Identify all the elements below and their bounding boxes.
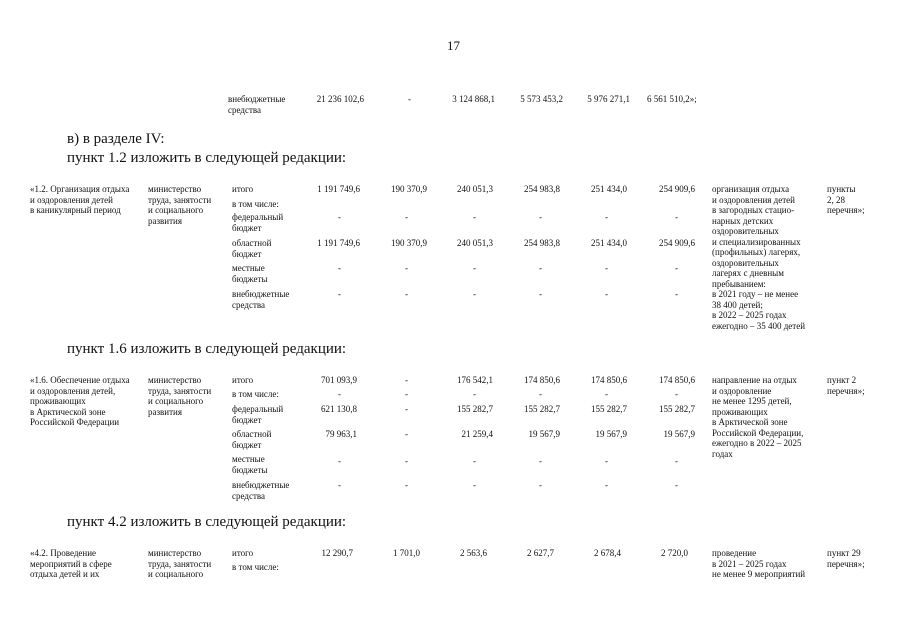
top-row-value: - xyxy=(408,94,411,104)
item-1-6-federal-value: 155 282,7 xyxy=(659,404,695,414)
section-heading: в) в разделе IV: xyxy=(67,131,165,147)
item-1-2-ministry: министерство труда, занятости и социального развития xyxy=(148,184,212,226)
item-1-6-oblast-value: 21 259,4 xyxy=(461,429,493,439)
page-number: 17 xyxy=(447,38,460,53)
item-1-2-federal-value: - xyxy=(675,212,678,222)
item-1-6-vnebudzh-value: - xyxy=(605,480,608,490)
item-1-2-federal-value: - xyxy=(405,212,408,222)
item-1-6-oblast-value: 19 567,9 xyxy=(595,429,627,439)
top-row-label: внебюджетные средства xyxy=(228,94,286,115)
item-1-6-vnebudzh-value: - xyxy=(473,480,476,490)
item-1-6-oblast-value: 79 963,1 xyxy=(325,429,357,439)
row-label-itogo: итого xyxy=(232,548,254,558)
item-1-6-mestnye-value: - xyxy=(539,456,542,466)
item-1-2-federal-value: - xyxy=(473,212,476,222)
paragraph-heading-4-2: пункт 4.2 изложить в следующей редакции: xyxy=(67,514,347,530)
item-1-6-vnebudzh-value: - xyxy=(338,480,341,490)
item-1-6-federal-value: 621 130,8 xyxy=(321,404,357,414)
item-1-2-itogo-value: 251 434,0 xyxy=(591,184,627,194)
item-1-6-federal-value: 155 282,7 xyxy=(524,404,560,414)
item-4-2-itogo-value: 1 701,0 xyxy=(393,548,420,558)
row-label-itogo: итого xyxy=(232,184,254,194)
item-1-6-subtotal-value: - xyxy=(675,389,678,399)
paragraph-heading-1-2: пункт 1.2 изложить в следующей редакции: xyxy=(67,150,347,166)
item-1-6-subtotal-value: - xyxy=(473,389,476,399)
item-1-6-oblast-value: 19 567,9 xyxy=(663,429,695,439)
item-1-6-mestnye-value: - xyxy=(605,456,608,466)
item-1-6-itogo-value: 701 093,9 xyxy=(321,375,357,385)
item-1-6-reference: пункт 2 перечня»; xyxy=(827,375,865,396)
item-1-2-vnebudzh-value: - xyxy=(675,289,678,299)
item-1-2-mestnye-value: - xyxy=(539,263,542,273)
item-1-6-itogo-value: - xyxy=(405,375,408,385)
item-1-2-itogo-value: 190 370,9 xyxy=(391,184,427,194)
item-1-6-subtotal-value: - xyxy=(605,389,608,399)
item-1-6-title: «1.6. Обеспечение отдыха и оздоровления детей, проживающих в Арктической зоне Российской Федерации xyxy=(30,375,130,427)
item-4-2-itogo-value: 2 720,0 xyxy=(661,548,688,558)
item-1-2-result: организация отдыха и оздоровления детей в загородных стацио- нарных детских оздоровительных и специализированных (профильных) лагерях, оздоровительных лагерях с дневным пребыванием: в 2021 году – не менее 38 400 детей; в 2022 – 2025 годах ежегодно – 35 400 детей xyxy=(712,184,806,331)
top-row-value: 6 561 510,2»; xyxy=(647,94,697,104)
item-1-2-itogo-value: 240 051,3 xyxy=(457,184,493,194)
item-4-2-reference: пункт 29 перечня»; xyxy=(827,548,865,569)
item-1-6-itogo-value: 174 850,6 xyxy=(524,375,560,385)
item-1-6-federal-value: - xyxy=(405,404,408,414)
item-1-2-oblast-value: 240 051,3 xyxy=(457,238,493,248)
row-label-oblast: областной бюджет xyxy=(232,429,272,450)
item-1-6-ministry: министерство труда, занятости и социального развития xyxy=(148,375,212,417)
paragraph-heading-1-6: пункт 1.6 изложить в следующей редакции: xyxy=(67,341,347,357)
item-1-2-oblast-value: 254 983,8 xyxy=(524,238,560,248)
item-1-2-vnebudzh-value: - xyxy=(473,289,476,299)
item-1-2-oblast-value: 251 434,0 xyxy=(591,238,627,248)
item-1-6-federal-value: 155 282,7 xyxy=(591,404,627,414)
row-label-oblast: областной бюджет xyxy=(232,238,272,259)
item-4-2-result: проведение в 2021 – 2025 годах не менее 9 мероприятий xyxy=(712,548,806,579)
item-1-6-mestnye-value: - xyxy=(338,456,341,466)
item-1-2-itogo-value: 254 909,6 xyxy=(659,184,695,194)
row-label-federal: федеральный бюджет xyxy=(232,404,284,425)
top-row-value: 5 573 453,2 xyxy=(520,94,563,104)
item-1-6-itogo-value: 174 850,6 xyxy=(591,375,627,385)
item-1-2-federal-value: - xyxy=(539,212,542,222)
item-4-2-ministry: министерство труда, занятости и социального xyxy=(148,548,212,579)
item-1-6-subtotal-value: - xyxy=(539,389,542,399)
item-1-2-vnebudzh-value: - xyxy=(605,289,608,299)
row-label-itogo: итого xyxy=(232,375,254,385)
item-1-2-oblast-value: 254 909,6 xyxy=(659,238,695,248)
item-1-2-mestnye-value: - xyxy=(473,263,476,273)
item-1-2-oblast-value: 190 370,9 xyxy=(391,238,427,248)
item-4-2-title: «4.2. Проведение мероприятий в сфере отдыха детей и их xyxy=(30,548,112,579)
item-1-6-oblast-value: 19 567,9 xyxy=(528,429,560,439)
item-1-2-vnebudzh-value: - xyxy=(405,289,408,299)
item-1-6-itogo-value: 174 850,6 xyxy=(659,375,695,385)
row-label-mestnye: местные бюджеты xyxy=(232,454,268,475)
item-1-6-vnebudzh-value: - xyxy=(539,480,542,490)
row-label-mestnye: местные бюджеты xyxy=(232,263,268,284)
item-1-6-mestnye-value: - xyxy=(405,456,408,466)
item-1-2-vnebudzh-value: - xyxy=(338,289,341,299)
item-4-2-itogo-value: 12 290,7 xyxy=(321,548,353,558)
item-1-6-federal-value: 155 282,7 xyxy=(457,404,493,414)
row-label-federal: федеральный бюджет xyxy=(232,212,284,233)
item-1-2-federal-value: - xyxy=(338,212,341,222)
row-label-v-tom-chisle: в том числе: xyxy=(232,562,279,572)
item-1-2-mestnye-value: - xyxy=(605,263,608,273)
item-1-6-mestnye-value: - xyxy=(675,456,678,466)
item-1-2-vnebudzh-value: - xyxy=(539,289,542,299)
item-4-2-itogo-value: 2 678,4 xyxy=(594,548,621,558)
item-4-2-itogo-value: 2 563,6 xyxy=(460,548,487,558)
item-1-6-vnebudzh-value: - xyxy=(405,480,408,490)
item-1-6-result: направление на отдых и оздоровление не менее 1295 детей, проживающих в Арктической зоне Российской Федерации, ежегодно в 2022 – 2025 годах xyxy=(712,375,804,459)
top-row-value: 5 976 271,1 xyxy=(587,94,630,104)
row-label-v-tom-chisle: в том числе: xyxy=(232,199,279,209)
row-label-vnebudzh: внебюджетные средства xyxy=(232,289,290,310)
item-1-2-reference: пункты 2, 28 перечня»; xyxy=(827,184,865,215)
item-1-2-oblast-value: 1 191 749,6 xyxy=(317,238,360,248)
row-label-v-tom-chisle: в том числе: xyxy=(232,389,279,399)
row-label-vnebudzh: внебюджетные средства xyxy=(232,480,290,501)
item-1-2-itogo-value: 1 191 749,6 xyxy=(317,184,360,194)
top-row-value: 3 124 868,1 xyxy=(452,94,495,104)
item-4-2-itogo-value: 2 627,7 xyxy=(527,548,554,558)
item-1-6-oblast-value: - xyxy=(405,429,408,439)
top-row-value: 21 236 102,6 xyxy=(316,94,364,104)
item-1-2-mestnye-value: - xyxy=(675,263,678,273)
item-1-6-subtotal-value: - xyxy=(405,389,408,399)
item-1-6-itogo-value: 176 542,1 xyxy=(457,375,493,385)
item-1-6-vnebudzh-value: - xyxy=(675,480,678,490)
item-1-2-itogo-value: 254 983,8 xyxy=(524,184,560,194)
item-1-6-mestnye-value: - xyxy=(473,456,476,466)
item-1-2-mestnye-value: - xyxy=(338,263,341,273)
item-1-2-title: «1.2. Организация отдыха и оздоровления детей в каникулярный период xyxy=(30,184,130,215)
item-1-2-mestnye-value: - xyxy=(405,263,408,273)
item-1-6-subtotal-value: - xyxy=(338,389,341,399)
item-1-2-federal-value: - xyxy=(605,212,608,222)
